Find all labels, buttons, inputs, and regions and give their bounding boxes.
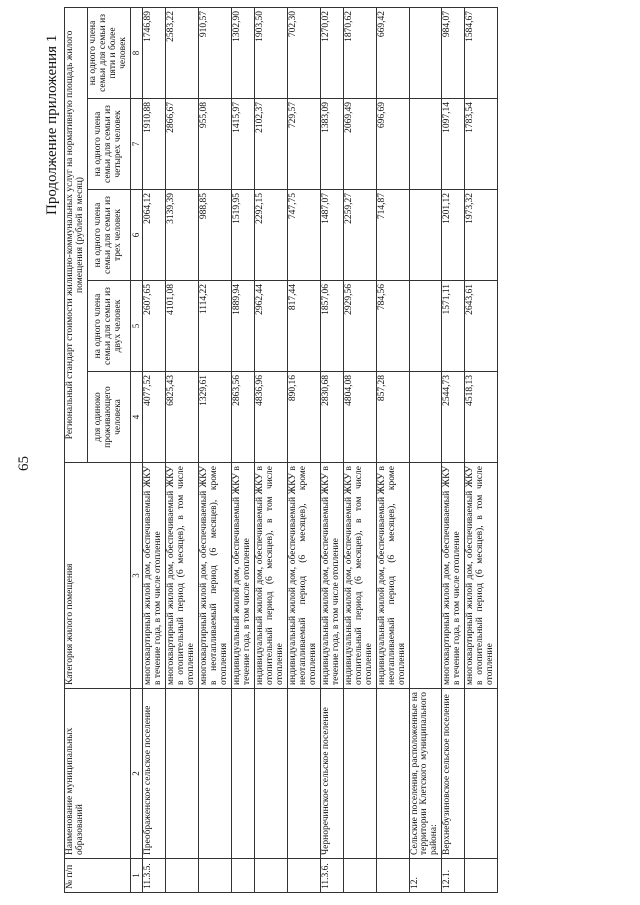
standard-value: 2863,56 [232,372,255,463]
header-sub-5: на одного члена семьи для семьи из пяти и более человек [87,7,130,98]
housing-category [409,463,442,689]
col-number: 1 [130,859,142,893]
standard-value: 1097,14 [442,99,465,190]
standard-value: 714,87 [376,190,409,281]
standard-value [409,7,442,98]
standard-value: 2866,67 [166,99,199,190]
standard-value: 2102,37 [254,99,287,190]
standard-value: 1889,94 [232,281,255,372]
standard-value: 1857,06 [320,281,343,372]
standard-value: 984,07 [442,7,465,98]
standard-value: 1415,97 [232,99,255,190]
standard-value: 702,30 [287,7,320,98]
col-number: 4 [130,372,142,463]
row-number [199,859,232,893]
col-number: 8 [130,7,142,98]
header-standard: Региональный стандарт стоимости жилищно-коммунальных услуг на нормативную площадь жилого помещения (рублей в месяц) [65,7,88,462]
table-row [320,7,343,892]
standard-value: 2069,49 [343,99,376,190]
standard-value: 2830,68 [320,372,343,463]
table-row [343,7,376,892]
continuation-label: Продолжение приложения 1 [44,34,60,215]
standard-value: 1329,61 [199,372,232,463]
row-number [254,859,287,893]
standard-value: 988,85 [199,190,232,281]
standard-value: 1302,90 [232,7,255,98]
standard-value: 1114,22 [199,281,232,372]
standard-value [409,281,442,372]
row-number [465,859,498,893]
table-row [287,7,320,892]
col-number: 5 [130,281,142,372]
standard-value: 747,75 [287,190,320,281]
municipality-name [254,689,287,859]
standard-value: 4101,08 [166,281,199,372]
table-row [442,7,465,892]
standard-value: 955,08 [199,99,232,190]
standard-value: 4836,96 [254,372,287,463]
standard-value: 1746,89 [143,7,166,98]
row-number: 11.3.5. [143,859,166,893]
housing-category: многоквартирный жилой дом, обеспечиваемый ЖКУ в неотапливаемый период (6 месяцев), кроме отопления [199,463,232,689]
standard-value: 2583,22 [166,7,199,98]
municipality-name [166,689,199,859]
municipality-name [376,689,409,859]
standard-value: 1903,50 [254,7,287,98]
standard-value: 1383,09 [320,99,343,190]
standard-value: 1571,11 [442,281,465,372]
standard-value: 4518,13 [465,372,498,463]
housing-category: индивидуальный жилой дом, обеспечиваемый ЖКУ в отопительный период (6 месяцев), в том числе отопление [254,463,287,689]
standard-value: 890,16 [287,372,320,463]
standard-value: 2929,56 [343,281,376,372]
standard-value: 669,42 [376,7,409,98]
header-sub-2: на одного члена семьи для семьи из двух человек [87,281,130,372]
header-category: Категория жилого помещения [65,463,131,689]
standard-value: 3139,39 [166,190,199,281]
col-number: 3 [130,463,142,689]
table-row [232,7,255,892]
municipality-name [287,689,320,859]
standard-value: 4077,52 [143,372,166,463]
standard-value: 2292,15 [254,190,287,281]
standard-value: 1973,32 [465,190,498,281]
standard-value: 784,56 [376,281,409,372]
housing-category: индивидуальный жилой дом, обеспечиваемый ЖКУ в неотапливаемый период (6 месяцев), кроме отопления [376,463,409,689]
col-number: 2 [130,689,142,859]
table-body [143,7,498,892]
row-number [232,859,255,893]
municipality-name [465,689,498,859]
standard-value: 1584,67 [465,7,498,98]
municipality-name: Черноречинское сельское поселение [320,689,343,859]
standard-value [409,372,442,463]
column-number-row [130,7,142,892]
table-row [254,7,287,892]
col-number: 7 [130,99,142,190]
page-number: 65 [16,456,32,471]
header-sub-1: для одиноко проживающего человека [87,372,130,463]
header-name: Наименование муниципальных образований [65,689,131,859]
standard-value: 817,44 [287,281,320,372]
municipality-name: Сельские поселения, расположенные на территории Клетского муниципального района: [409,689,442,859]
housing-category: многоквартирный жилой дом, обеспечиваемый ЖКУ в отопительный период (6 месяцев), в том числе отопление [465,463,498,689]
standard-value: 1201,12 [442,190,465,281]
municipality-name [343,689,376,859]
housing-category: индивидуальный жилой дом, обеспечиваемый ЖКУ в течение года, в том числе отопление [232,463,255,689]
table-row [409,7,442,892]
table-row [465,7,498,892]
standard-value: 2962,44 [254,281,287,372]
municipality-name [232,689,255,859]
standard-value: 857,28 [376,372,409,463]
col-number: 6 [130,190,142,281]
row-number [376,859,409,893]
standard-value: 1783,54 [465,99,498,190]
standard-value: 2607,65 [143,281,166,372]
housing-category: многоквартирный жилой дом, обеспечиваемый ЖКУ в течение года, в том числе отопление [143,463,166,689]
housing-category: многоквартирный жилой дом, обеспечиваемый ЖКУ в отопительный период (6 месяцев), в том числе отопление [166,463,199,689]
row-number [166,859,199,893]
standard-value: 2259,27 [343,190,376,281]
standard-value: 696,69 [376,99,409,190]
standard-value: 1519,95 [232,190,255,281]
standard-value: 910,57 [199,7,232,98]
housing-category: индивидуальный жилой дом, обеспечиваемый ЖКУ в неотапливаемый период (6 месяцев), кроме отопления [287,463,320,689]
housing-category: индивидуальный жилой дом, обеспечиваемый ЖКУ в течение года, в том числе отопление [320,463,343,689]
header-num: № п/п [65,859,131,893]
standard-value: 1870,62 [343,7,376,98]
table-row [199,7,232,892]
table-row [166,7,199,892]
municipality-name: Верхнебузиновское сельское поселение [442,689,465,859]
table-row [143,7,166,892]
row-number: 11.3.6. [320,859,343,893]
standard-value [409,190,442,281]
standard-value: 2643,61 [465,281,498,372]
header-sub-4: на одного члена семьи для семьи из четырех человек [87,99,130,190]
standard-value: 1910,88 [143,99,166,190]
housing-category: индивидуальный жилой дом, обеспечиваемый ЖКУ в отопительный период (6 месяцев), в том числе отопление [343,463,376,689]
standard-value: 4804,08 [343,372,376,463]
standard-value [409,99,442,190]
standard-value: 2064,12 [143,190,166,281]
standard-value: 2544,73 [442,372,465,463]
row-number [343,859,376,893]
municipality-name: Преображенское сельское поселение [143,689,166,859]
row-number: 12.1. [442,859,465,893]
standard-value: 1270,02 [320,7,343,98]
header-sub-3: на одного члена семьи для семьи из трех человек [87,190,130,281]
standard-value: 1487,07 [320,190,343,281]
municipality-name [199,689,232,859]
header-row-1 [65,7,88,892]
standard-value: 729,57 [287,99,320,190]
table-row [376,7,409,892]
row-number: 12. [409,859,442,893]
standards-table [64,7,498,893]
standard-value: 6825,43 [166,372,199,463]
row-number [287,859,320,893]
housing-category: многоквартирный жилой дом, обеспечиваемый ЖКУ в течение года, в том числе отопление [442,463,465,689]
